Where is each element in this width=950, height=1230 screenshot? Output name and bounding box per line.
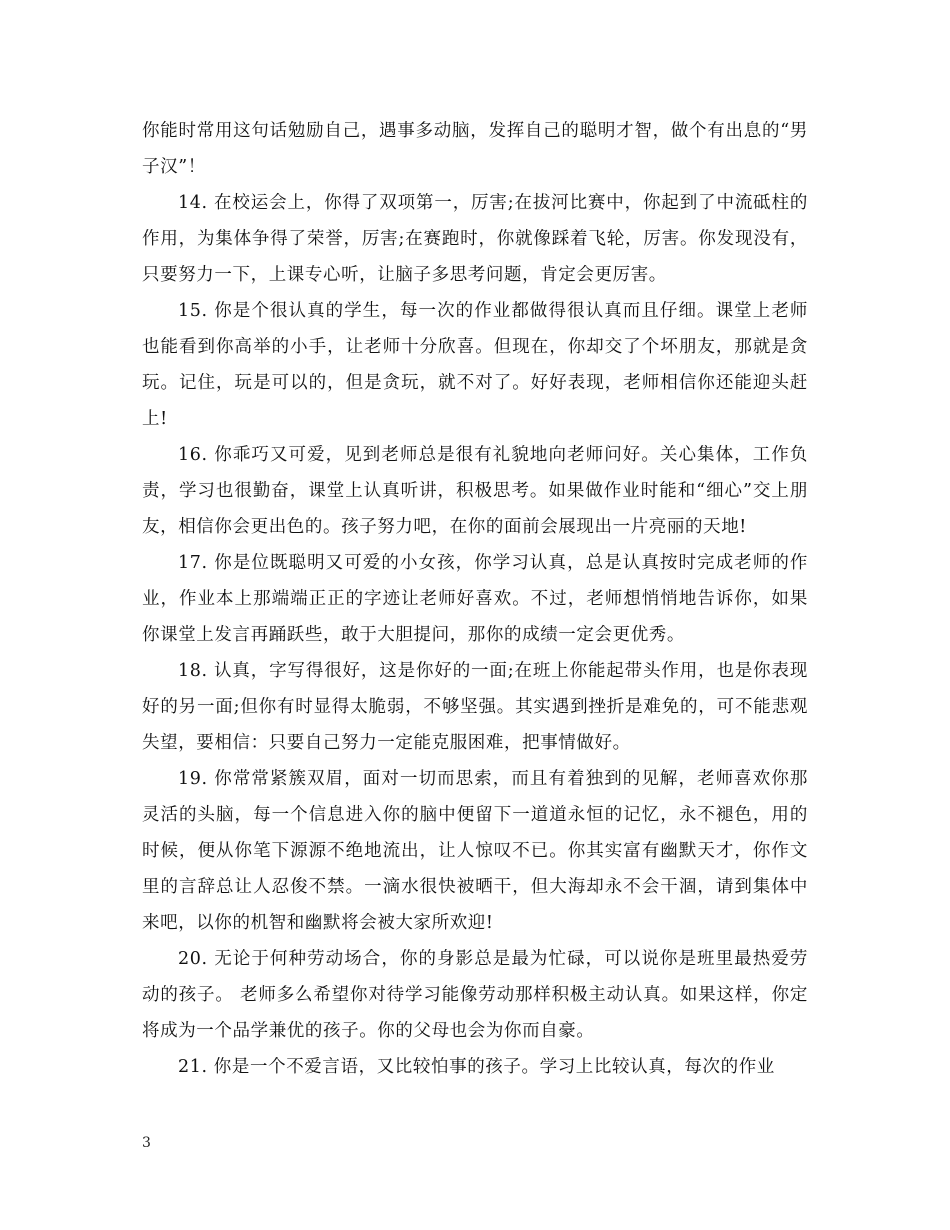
paragraph-20: 20. 无论于何种劳动场合，你的身影总是最为忙碌，可以说你是班里最热爱劳动的孩子。 老师多么希望你对待学习能像劳动那样积极主动认真。如果这样，你定将成为一个品学兼优的孩子。你的父母也会为你而自豪。 bbox=[142, 949, 808, 1041]
paragraph-19: 19. 你常常紧簇双眉，面对一切而思索，而且有着独到的见解，老师喜欢你那灵活的头脑，每一个信息进入你的脑中便留下一道道永恒的记忆，永不褪色，用的时候，便从你笔下源源不绝地流出，让人惊叹不已。你其实富有幽默天才，你作文里的言辞总让人忍俊不禁。一滴水很快被晒干，但大海却永不会干涸，请到集体中来吧，以你的机智和幽默将会被大家所欢迎! bbox=[142, 769, 808, 933]
page-number: 3 bbox=[142, 1135, 151, 1151]
paragraph-continued: 你能时常用这句话勉励自己，遇事多动脑，发挥自己的聪明才智，做个有出息的“男子汉”！ bbox=[142, 121, 808, 177]
paragraph-18: 18. 认真，字写得很好，这是你好的一面;在班上你能起带头作用，也是你表现好的另一面;但你有时显得太脆弱，不够坚强。其实遇到挫折是难免的，可不能悲观失望，要相信：只要自己努力一定能克服困难，把事情做好。 bbox=[142, 661, 808, 753]
paragraph-16: 16. 你乖巧又可爱，见到老师总是很有礼貌地向老师问好。关心集体，工作负责，学习也很勤奋，课堂上认真听讲，积极思考。如果做作业时能和“细心”交上朋友，相信你会更出色的。孩子努力吧，在你的面前会展现出一片亮丽的天地! bbox=[142, 445, 808, 537]
paragraph-21: 21. 你是一个不爱言语，又比较怕事的孩子。学习上比较认真，每次的作业 bbox=[178, 1057, 775, 1077]
paragraph-14: 14. 在校运会上，你得了双项第一，厉害;在拔河比赛中，你起到了中流砥柱的作用，为集体争得了荣誉，厉害;在赛跑时，你就像踩着飞轮，厉害。你发现没有，只要努力一下，上课专心听，让脑子多思考问题，肯定会更厉害。 bbox=[142, 193, 808, 285]
document-body bbox=[142, 113, 808, 1085]
paragraph-17: 17. 你是位既聪明又可爱的小女孩，你学习认真，总是认真按时完成老师的作业，作业本上那端端正正的字迹让老师好喜欢。不过，老师想悄悄地告诉你，如果你课堂上发言再踊跃些，敢于大胆提问，那你的成绩一定会更优秀。 bbox=[142, 553, 808, 645]
paragraph-15: 15. 你是个很认真的学生，每一次的作业都做得很认真而且仔细。课堂上老师也能看到你高举的小手，让老师十分欣喜。但现在，你却交了个坏朋友，那就是贪玩。记住，玩是可以的，但是贪玩，就不对了。好好表现，老师相信你还能迎头赶上! bbox=[142, 301, 808, 429]
